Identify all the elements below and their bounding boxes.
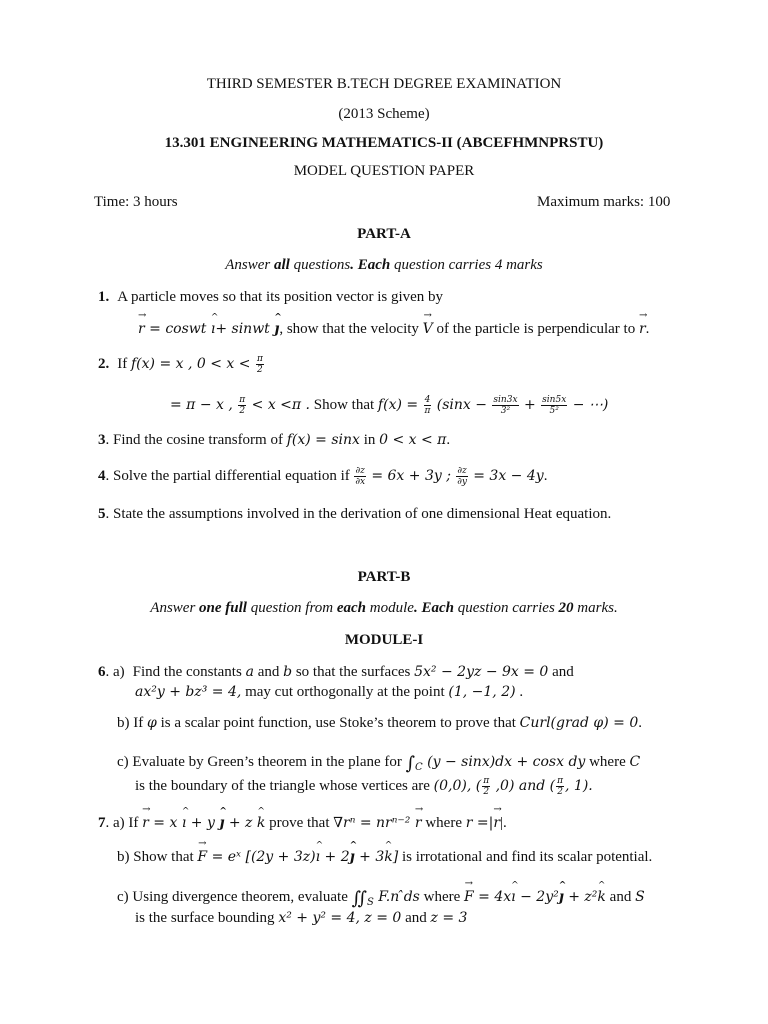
question-6b: b) If φ is a scalar point function, use Stoke’s theorem to prove that Curl(grad φ) = 0. xyxy=(117,715,642,731)
question-6a: 6. a) Find the constants a and b so that the surfaces 5x² − 2yz − 9x = 0 and xyxy=(98,664,574,680)
max-marks-label: Maximum marks: 100 xyxy=(537,194,671,210)
question-7a: 7. a) If → r = x ^ ı + y ^ ȷ + z ^ k prove that ∇rⁿ = nrⁿ⁻² → r where r =|→ r|. xyxy=(98,815,507,832)
question-6c: c) Evaluate by Green’s theorem in the plane for $\int_C$ (y − sinx)dx + cosx dy where C xyxy=(117,753,641,774)
question-5: 5. State the assumptions involved in the derivation of one dimensional Heat equation. xyxy=(98,506,612,522)
question-6a-line-2: ax²y + bz³ = 4, may cut orthogonally at the point (1, −1, 2) . xyxy=(135,684,524,700)
scheme: (2013 Scheme) xyxy=(338,106,430,122)
part-a-instructions: Answer all questions. Each question carries 4 marks xyxy=(225,257,543,273)
time-label: Time: 3 hours xyxy=(94,194,178,210)
question-2: 2. If f(x) = x , 0 < x < $\frac{\pi}{2}$ xyxy=(98,354,263,375)
question-7b: b) Show that → F = eˣ [(2y + 3z)^ ı + 2^ ȷ + 3^ k] is irrotational and find its scalar potential. xyxy=(117,849,652,866)
question-4: 4. Solve the partial differential equation if $\frac{\partial z}{\partial x}$ = 6x + 3y ; $\frac{\partial z}{\partial y}$ = 3x − 4y. xyxy=(98,466,548,487)
part-a-title: PART-A xyxy=(357,226,411,242)
question-7c-line-2: is the surface bounding x² + y² = 4, z = 0 and z = 3 xyxy=(135,910,468,926)
paper-type: MODEL QUESTION PAPER xyxy=(293,163,475,179)
course-title: 13.301 ENGINEERING MATHEMATICS-II (ABCEFHMNPRSTU) xyxy=(164,135,604,151)
question-7c: c) Using divergence theorem, evaluate $∬_S$ F.n ̂ds where → F = 4x^ ı − 2y²^ ȷ + z²^ k and S xyxy=(117,888,645,909)
exam-title: THIRD SEMESTER B.TECH DEGREE EXAMINATION xyxy=(206,76,562,92)
question-1-line-2: → r = coswt ^ ı+ sinwt ^ ȷ, show that the velocity → V of the particle is perpendicular to → r. xyxy=(138,321,649,338)
question-6c-line-2: is the boundary of the triangle whose vertices are (0,0), ( $\frac{\pi}{2}$ ,0) and ( $\frac{\pi}{2}$ , 1). xyxy=(135,776,593,797)
module-title: MODULE-I xyxy=(344,632,424,648)
question-2-line-2: = π − x , $\frac{\pi}{2}$ < x <π . Show that f(x) = $\frac{4}{\pi}$ (sinx − $\frac{\sin 3x}{\text{3²}}$ + $\frac{\sin 5x}{\text{5²}}$ − ⋯) xyxy=(170,395,609,416)
part-b-instructions: Answer one full question from each module. Each question carries 20 marks. xyxy=(150,600,618,616)
question-1: 1. A particle moves so that its position vector is given by xyxy=(98,289,444,305)
part-b-title: PART-B xyxy=(357,569,411,585)
question-3: 3. Find the cosine transform of f(x) = sinx in 0 < x < π. xyxy=(98,432,451,448)
